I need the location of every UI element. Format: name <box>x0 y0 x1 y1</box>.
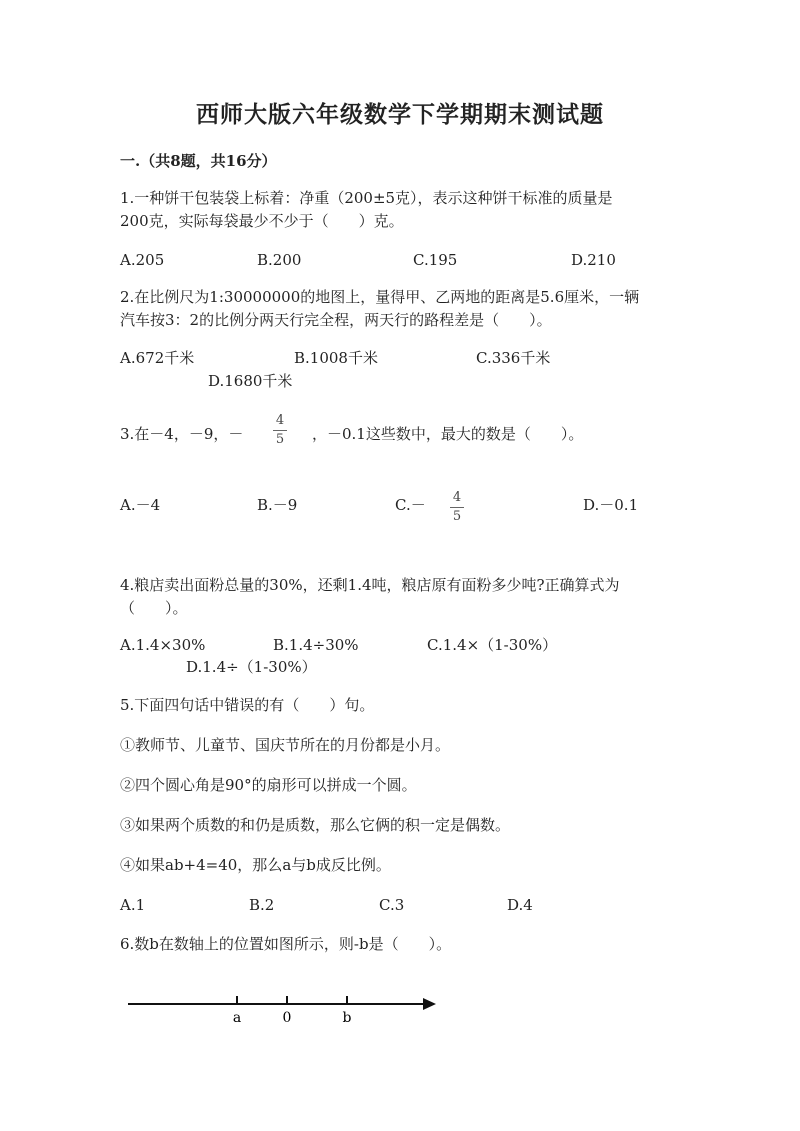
question-6-line-1: 6.数b在数轴上的位置如图所示，则-b是（ ）。 <box>120 935 452 953</box>
question-5-option-d[interactable]: D.4 <box>507 896 533 914</box>
option-c-fraction-denominator: 5 <box>452 509 462 524</box>
question-3-option-c-fraction <box>449 491 465 524</box>
fraction-bar <box>273 430 287 431</box>
question-4-option-c[interactable]: C.1.4×（1-30%） <box>427 636 558 654</box>
axis-label-b: b <box>342 1010 352 1026</box>
axis-label-a: a <box>232 1010 242 1026</box>
question-5-statement-4: ④如果ab+4=40，那么a与b成反比例。 <box>120 856 391 874</box>
question-4-option-a[interactable]: A.1.4×30% <box>120 636 206 654</box>
question-2-option-b[interactable]: B.1008千米 <box>294 349 378 367</box>
arrow-head-icon <box>423 998 436 1010</box>
question-3-option-b[interactable]: B.－9 <box>257 496 298 514</box>
question-1-option-d[interactable]: D.210 <box>571 251 616 269</box>
question-3-fraction <box>272 414 288 447</box>
question-2-line-1: 2.在比例尺为1:30000000的地图上，量得甲、乙两地的距离是5.6厘米，一辆 <box>120 288 640 306</box>
question-4-line-2: （ ）。 <box>120 599 188 617</box>
question-1-line-2: 200克，实际每袋最少不少于（ ）克。 <box>120 212 404 230</box>
question-5-statement-3: ③如果两个质数的和仍是质数，那么它俩的积一定是偶数。 <box>120 816 511 834</box>
question-3-text-after: ，－0.1这些数中，最大的数是（ ）。 <box>312 425 584 443</box>
question-1-option-c[interactable]: C.195 <box>413 251 458 269</box>
question-5-option-a[interactable]: A.1 <box>120 896 146 914</box>
question-3-fraction-denominator: 5 <box>275 432 285 447</box>
question-5-option-b[interactable]: B.2 <box>249 896 275 914</box>
fraction-bar <box>450 507 464 508</box>
question-1-option-b[interactable]: B.200 <box>257 251 302 269</box>
page-title: 西师大版六年级数学下学期期末测试题 <box>196 101 604 128</box>
question-4-option-b[interactable]: B.1.4÷30% <box>273 636 359 654</box>
question-5-line-1: 5.下面四句话中错误的有（ ）句。 <box>120 696 375 714</box>
question-4-line-1: 4.粮店卖出面粉总量的30%，还剩1.4吨，粮店原有面粉多少吨?正确算式为 <box>120 576 620 594</box>
question-4-option-d[interactable]: D.1.4÷（1-30%） <box>186 658 317 676</box>
question-5-statement-1: ①教师节、儿童节、国庆节所在的月份都是小月。 <box>120 736 451 754</box>
question-1-option-a[interactable]: A.205 <box>120 251 165 269</box>
question-3-option-a[interactable]: A.－4 <box>120 496 161 514</box>
question-3-option-d[interactable]: D.－0.1 <box>583 496 639 514</box>
question-5-option-c[interactable]: C.3 <box>379 896 405 914</box>
question-5-statement-2: ②四个圆心角是90°的扇形可以拼成一个圆。 <box>120 776 417 794</box>
question-3-option-c[interactable]: C.－ <box>395 496 426 514</box>
question-1-line-1: 1.一种饼干包装袋上标着：净重（200±5克），表示这种饼干标准的质量是 <box>120 189 613 207</box>
question-2-option-a[interactable]: A.672千米 <box>120 349 195 367</box>
question-2-line-2: 汽车按3：2的比例分两天行完全程，两天行的路程差是（ ）。 <box>120 311 552 329</box>
question-2-option-c[interactable]: C.336千米 <box>476 349 551 367</box>
number-line-figure <box>120 985 450 1030</box>
option-c-fraction-numerator: 4 <box>452 490 462 505</box>
question-3-text-before: 3.在－4，－9，－ <box>120 425 244 443</box>
question-3-fraction-numerator: 4 <box>275 413 285 428</box>
section-heading: 一.（共8题，共16分） <box>120 152 277 170</box>
axis-label-zero: 0 <box>282 1010 292 1026</box>
question-2-option-d[interactable]: D.1680千米 <box>208 372 293 390</box>
